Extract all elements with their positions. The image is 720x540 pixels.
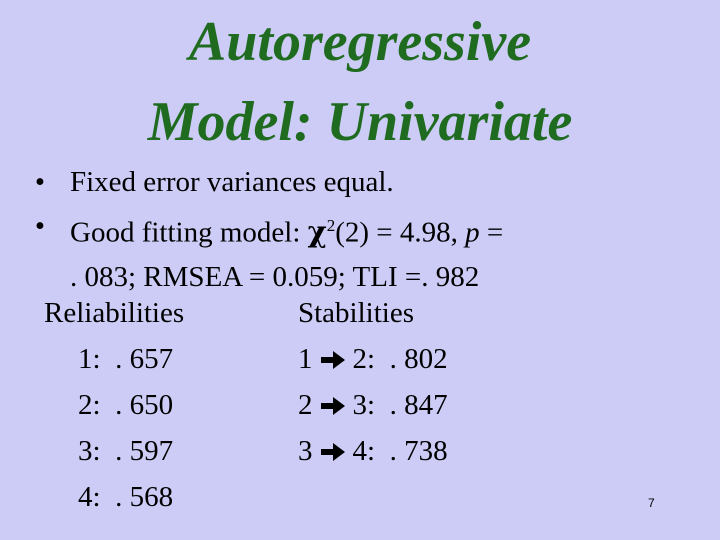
title-line-2: Model: Univariate: [147, 91, 573, 153]
stability-to: 3:: [352, 389, 376, 421]
reliability-label: 3:: [78, 435, 101, 467]
reliability-value: . 650: [115, 389, 174, 421]
bold-right-arrow-icon: [313, 429, 353, 473]
stabilities-heading: Stabilities: [298, 297, 414, 329]
bullet-text: (2) = 4.98,: [335, 216, 466, 249]
stability-value: . 847: [389, 389, 448, 421]
stability-value: . 738: [389, 435, 448, 467]
bullet-fixed-error: [20, 160, 700, 204]
stability-row: [298, 337, 448, 381]
stability-from: 1: [298, 343, 313, 375]
stability-value: . 802: [389, 343, 448, 375]
bold-right-arrow-icon: [313, 337, 353, 381]
stability-from: 3: [298, 435, 313, 467]
chi-superscript: 2: [326, 216, 336, 235]
reliability-label: 1:: [78, 343, 101, 375]
chi-symbol: χ: [307, 214, 327, 249]
stability-to: 2:: [352, 343, 376, 375]
reliability-row: [78, 475, 173, 519]
bullet-text: =: [479, 216, 504, 249]
reliability-row: [78, 383, 173, 427]
bullet-text: Fixed error variances equal.: [70, 166, 394, 198]
stability-row: [298, 383, 448, 427]
stability-from: 2: [298, 389, 313, 421]
stability-row: [298, 429, 448, 473]
bullet-text: Good fitting model:: [70, 216, 308, 249]
reliabilities-heading: Reliabilities: [44, 297, 185, 329]
bullet-list: [20, 160, 700, 299]
reliability-value: . 657: [115, 343, 174, 375]
reliability-row: [78, 337, 173, 381]
bullet-dot: •: [34, 210, 46, 242]
bold-right-arrow-icon: [313, 383, 353, 427]
reliability-value: . 568: [115, 481, 174, 513]
title-line-1: Autoregressive: [188, 11, 532, 73]
bullet-good-fit: [20, 204, 700, 299]
fit-indices-line: . 083; RMSEA = 0.059; TLI =. 982: [70, 260, 480, 293]
stability-to: 4:: [352, 435, 376, 467]
reliability-label: 2:: [78, 389, 101, 421]
reliability-row: [78, 429, 173, 473]
reliability-value: . 597: [115, 435, 174, 467]
bullet-dot: •: [34, 166, 46, 198]
p-label: p: [465, 216, 480, 249]
page-number: 7: [648, 496, 655, 510]
reliability-label: 4:: [78, 481, 101, 513]
